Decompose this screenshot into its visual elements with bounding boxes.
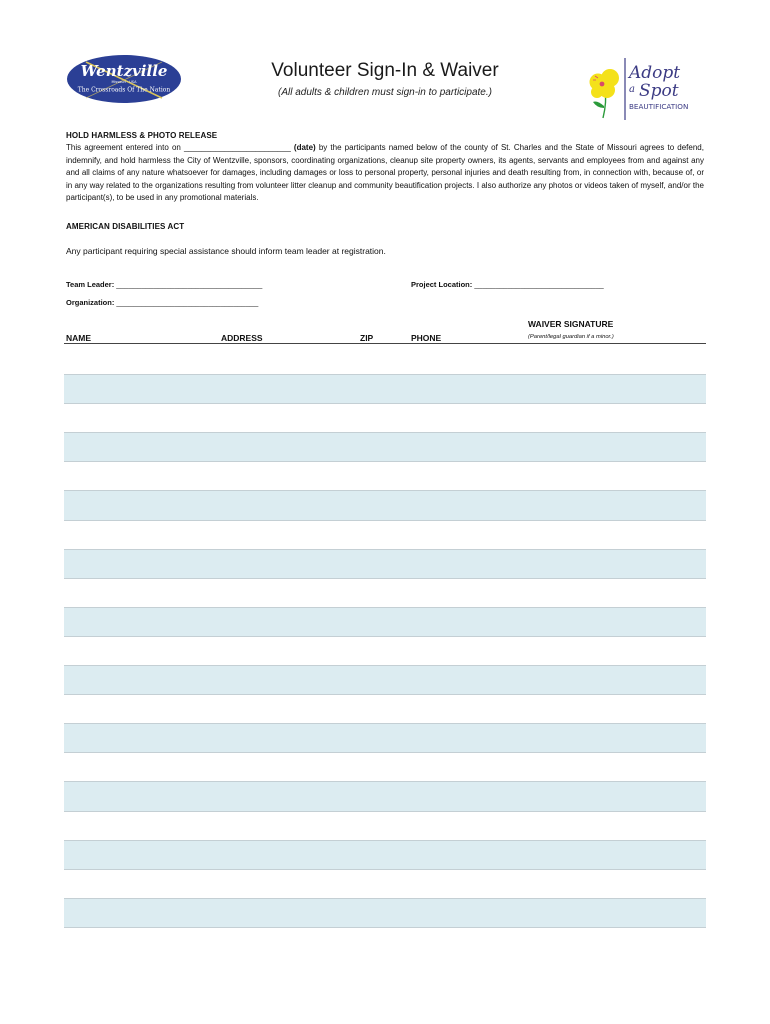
- table-row[interactable]: [64, 550, 706, 579]
- table-row[interactable]: [64, 462, 706, 491]
- table-row[interactable]: [64, 782, 706, 811]
- logo-spot-word: Spot: [639, 81, 679, 101]
- organization-field[interactable]: [66, 298, 258, 307]
- table-row[interactable]: [64, 812, 706, 841]
- logo-beautification-word: BEAUTIFICATION: [629, 102, 689, 111]
- team-leader-blank[interactable]: ___________________________________: [114, 280, 263, 289]
- hold-harmless-paragraph: [66, 142, 704, 205]
- project-location-blank[interactable]: _______________________________: [472, 280, 604, 289]
- page-subtitle: (All adults & children must sign-in to participate.): [278, 87, 492, 98]
- ada-heading: AMERICAN DISABILITIES ACT: [66, 222, 185, 231]
- column-address: ADDRESS: [221, 333, 263, 343]
- table-row[interactable]: [64, 375, 706, 404]
- column-zip: ZIP: [360, 333, 374, 343]
- table-row[interactable]: [64, 404, 706, 433]
- table-row[interactable]: [64, 666, 706, 695]
- table-row[interactable]: [64, 841, 706, 870]
- table-row[interactable]: [64, 899, 706, 928]
- table-row[interactable]: [64, 346, 706, 375]
- logo-name: Wentzville: [80, 62, 168, 80]
- project-location-label: Project Location:: [411, 280, 473, 289]
- logo-state: Missouri · USA: [111, 80, 137, 84]
- agreement-body: by the participants named below of the county of St. Charles and the State of Missouri agrees to defend, indemnify, and hold harmless the City of Wentzville, sponsors, coordinating organizations, cleanup site property owners, its agents, servants and employees from and against any and all claims of any nature whatsoever for damages, including damages or loss to personal property, personal injuries and death resulting from, in connection with, because of, or in any way related to the organizations resulting from volunteer litter cleanup and community beautification projects. I also authorize any photos or videos taken of myself, and/or the participant(s), to be used in any promotional materials.: [66, 143, 704, 203]
- signin-table: [64, 346, 706, 930]
- page-title: Volunteer Sign-In & Waiver: [271, 60, 499, 81]
- team-leader-field[interactable]: [66, 280, 262, 289]
- logo-a-word: a: [629, 84, 635, 95]
- table-row[interactable]: [64, 753, 706, 782]
- team-leader-label: Team Leader:: [66, 280, 115, 289]
- table-row[interactable]: [64, 521, 706, 550]
- hold-harmless-heading: HOLD HARMLESS & PHOTO RELEASE: [66, 131, 218, 140]
- agreement-intro: This agreement entered into on ________________________: [66, 143, 291, 152]
- logo-adopt-word: Adopt: [629, 63, 681, 83]
- table-row[interactable]: [64, 637, 706, 666]
- ada-paragraph: Any participant requiring special assistance should inform team leader at registration.: [66, 246, 386, 256]
- date-label: (date): [293, 143, 316, 152]
- table-row[interactable]: [64, 724, 706, 753]
- table-row[interactable]: [64, 870, 706, 899]
- column-phone: PHONE: [411, 333, 442, 343]
- table-header-rule: [64, 343, 706, 344]
- table-row[interactable]: [64, 608, 706, 637]
- logo-tagline: The Crossroads Of The Nation: [77, 86, 171, 94]
- column-name: NAME: [66, 333, 92, 343]
- table-row[interactable]: [64, 695, 706, 724]
- table-row[interactable]: [64, 433, 706, 462]
- project-location-field[interactable]: [411, 280, 604, 289]
- column-waiver-note: (Parent/legal guardian if a minor.): [528, 334, 614, 340]
- table-row[interactable]: [64, 491, 706, 520]
- table-row[interactable]: [64, 579, 706, 608]
- organization-blank[interactable]: __________________________________: [114, 298, 259, 307]
- column-waiver-signature: WAIVER SIGNATURE: [528, 319, 614, 329]
- organization-label: Organization:: [66, 298, 115, 307]
